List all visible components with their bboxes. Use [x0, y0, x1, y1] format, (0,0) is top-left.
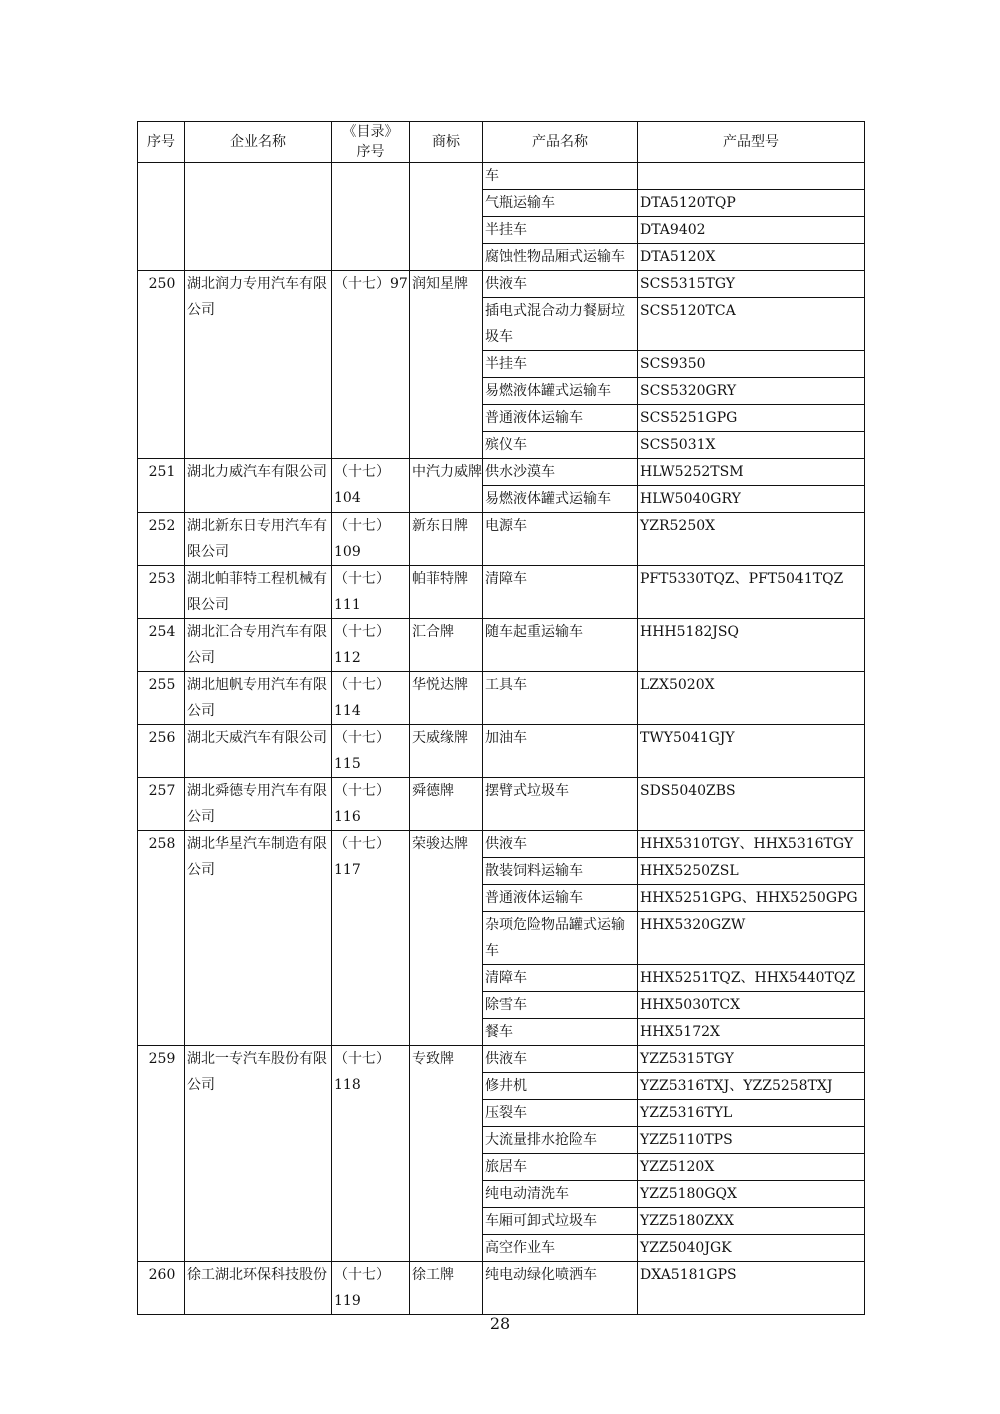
company-name: 湖北旭帆专用汽车有限公司: [185, 672, 332, 725]
catalog-no: （十七）97: [332, 271, 410, 459]
product-name: 杂项危险物品罐式运输车: [483, 912, 638, 965]
product-name: 修井机: [483, 1073, 638, 1100]
product-name: 清障车: [483, 965, 638, 992]
header-catalog-line2: 序号: [356, 144, 385, 160]
product-name: 供液车: [483, 831, 638, 858]
company-name: 湖北力威汽车有限公司: [185, 459, 332, 513]
entry-no: 251: [138, 459, 185, 513]
product-model: LZX5020X: [638, 672, 865, 725]
product-model: DXA5181GPS: [638, 1262, 865, 1315]
product-model: HHX5030TCX: [638, 992, 865, 1019]
product-name: 电源车: [483, 513, 638, 566]
product-model: SDS5040ZBS: [638, 778, 865, 831]
product-model: PFT5330TQZ、PFT5041TQZ: [638, 566, 865, 619]
entry-no: 257: [138, 778, 185, 831]
product-model: YZZ5040JGK: [638, 1235, 865, 1262]
product-model: HHX5250ZSL: [638, 858, 865, 885]
table-row: [138, 163, 865, 190]
product-name: 殡仪车: [483, 432, 638, 459]
product-name: 除雪车: [483, 992, 638, 1019]
header-no: 序号: [138, 122, 185, 163]
product-model: HHX5251GPG、HHX5250GPG: [638, 885, 865, 912]
product-name: 供液车: [483, 1046, 638, 1073]
product-name: 旅居车: [483, 1154, 638, 1181]
product-model: DTA5120X: [638, 244, 865, 271]
table-row: [138, 566, 865, 619]
table-row: [138, 271, 865, 298]
product-model: YZZ5315TGY: [638, 1046, 865, 1073]
product-model: YZZ5120X: [638, 1154, 865, 1181]
product-name: 车: [483, 163, 638, 190]
brand-name: 新东日牌: [410, 513, 483, 566]
product-model: SCS5031X: [638, 432, 865, 459]
product-name: 供水沙漠车: [483, 459, 638, 486]
entry-no: 259: [138, 1046, 185, 1262]
product-model: SCS5315TGY: [638, 271, 865, 298]
product-name: 散装饲料运输车: [483, 858, 638, 885]
catalog-no: （十七）117: [332, 831, 410, 1046]
product-name: 高空作业车: [483, 1235, 638, 1262]
product-model: YZZ5180GQX: [638, 1181, 865, 1208]
entry-no: 260: [138, 1262, 185, 1315]
table-row: [138, 1262, 865, 1315]
company-name: 湖北新东日专用汽车有限公司: [185, 513, 332, 566]
table-row: [138, 672, 865, 725]
company-name: 湖北润力专用汽车有限公司: [185, 271, 332, 459]
entry-no: 256: [138, 725, 185, 778]
header-brand: 商标: [410, 122, 483, 163]
product-model: SCS5120TCA: [638, 298, 865, 351]
product-name: 纯电动清洗车: [483, 1181, 638, 1208]
cont-brand-cell: [410, 163, 483, 271]
catalog-no: （十七）111: [332, 566, 410, 619]
product-model: TWY5041GJY: [638, 725, 865, 778]
product-name: 普通液体运输车: [483, 885, 638, 912]
product-name: 清障车: [483, 566, 638, 619]
product-name: 随车起重运输车: [483, 619, 638, 672]
brand-name: 徐工牌: [410, 1262, 483, 1315]
brand-name: 汇合牌: [410, 619, 483, 672]
company-name: 湖北华星汽车制造有限公司: [185, 831, 332, 1046]
header-model: 产品型号: [638, 122, 865, 163]
entry-no: 254: [138, 619, 185, 672]
entry-no: 250: [138, 271, 185, 459]
product-model: YZZ5316TYL: [638, 1100, 865, 1127]
catalog-no: （十七）116: [332, 778, 410, 831]
company-name: 湖北天威汽车有限公司: [185, 725, 332, 778]
product-name: 大流量排水抢险车: [483, 1127, 638, 1154]
company-name: 湖北一专汽车股份有限公司: [185, 1046, 332, 1262]
brand-name: 天威缘牌: [410, 725, 483, 778]
product-model: SCS5251GPG: [638, 405, 865, 432]
company-name: 徐工湖北环保科技股份: [185, 1262, 332, 1315]
product-name: 气瓶运输车: [483, 190, 638, 217]
entry-no: 252: [138, 513, 185, 566]
company-name: 湖北帕菲特工程机械有限公司: [185, 566, 332, 619]
cont-catalog-cell: [332, 163, 410, 271]
entry-no: 253: [138, 566, 185, 619]
company-name: 湖北汇合专用汽车有限公司: [185, 619, 332, 672]
table-row: [138, 778, 865, 831]
cont-no-cell: [138, 163, 185, 271]
product-name: 易燃液体罐式运输车: [483, 486, 638, 513]
product-model: SCS9350: [638, 351, 865, 378]
cont-company-cell: [185, 163, 332, 271]
product-name: 普通液体运输车: [483, 405, 638, 432]
company-name: 湖北舜德专用汽车有限公司: [185, 778, 332, 831]
product-model: YZZ5180ZXX: [638, 1208, 865, 1235]
product-model: YZZ5110TPS: [638, 1127, 865, 1154]
brand-name: 荣骏达牌: [410, 831, 483, 1046]
table-row: [138, 725, 865, 778]
catalog-no: （十七）109: [332, 513, 410, 566]
catalog-no: （十七）112: [332, 619, 410, 672]
table-row: [138, 513, 865, 566]
product-name: 半挂车: [483, 217, 638, 244]
product-model: HHH5182JSQ: [638, 619, 865, 672]
product-name: 餐车: [483, 1019, 638, 1046]
catalog-no: （十七）119: [332, 1262, 410, 1315]
header-catalog: [332, 122, 410, 163]
vehicle-catalog-table: [137, 121, 865, 1315]
product-name: 加油车: [483, 725, 638, 778]
product-model: DTA5120TQP: [638, 190, 865, 217]
brand-name: 润知星牌: [410, 271, 483, 459]
product-model: YZZ5316TXJ、YZZ5258TXJ: [638, 1073, 865, 1100]
table-row: [138, 1046, 865, 1073]
product-model: [638, 163, 865, 190]
brand-name: 华悦达牌: [410, 672, 483, 725]
product-name: 纯电动绿化喷洒车: [483, 1262, 638, 1315]
brand-name: 专致牌: [410, 1046, 483, 1262]
product-model: HLW5040GRY: [638, 486, 865, 513]
product-model: HLW5252TSM: [638, 459, 865, 486]
catalog-no: （十七）104: [332, 459, 410, 513]
product-model: HHX5320GZW: [638, 912, 865, 965]
brand-name: 中汽力威牌: [410, 459, 483, 513]
product-model: DTA9402: [638, 217, 865, 244]
product-name: 供液车: [483, 271, 638, 298]
product-name: 摆臂式垃圾车: [483, 778, 638, 831]
product-model: HHX5310TGY、HHX5316TGY: [638, 831, 865, 858]
product-name: 半挂车: [483, 351, 638, 378]
header-company: 企业名称: [185, 122, 332, 163]
product-name: 插电式混合动力餐厨垃圾车: [483, 298, 638, 351]
header-product: 产品名称: [483, 122, 638, 163]
entry-no: 258: [138, 831, 185, 1046]
table-row: [138, 619, 865, 672]
product-model: HHX5172X: [638, 1019, 865, 1046]
entry-no: 255: [138, 672, 185, 725]
brand-name: 帕菲特牌: [410, 566, 483, 619]
catalog-no: （十七）115: [332, 725, 410, 778]
brand-name: 舜德牌: [410, 778, 483, 831]
page-number: 28: [489, 1314, 511, 1333]
product-name: 工具车: [483, 672, 638, 725]
catalog-no: （十七）114: [332, 672, 410, 725]
product-name: 易燃液体罐式运输车: [483, 378, 638, 405]
table-row: [138, 459, 865, 486]
product-model: HHX5251TQZ、HHX5440TQZ: [638, 965, 865, 992]
product-model: YZR5250X: [638, 513, 865, 566]
table-header-row: [138, 122, 865, 163]
catalog-no: （十七）118: [332, 1046, 410, 1262]
header-catalog-line1: 《目录》: [342, 124, 399, 140]
product-name: 腐蚀性物品厢式运输车: [483, 244, 638, 271]
product-name: 车厢可卸式垃圾车: [483, 1208, 638, 1235]
product-model: SCS5320GRY: [638, 378, 865, 405]
table-row: [138, 831, 865, 858]
product-name: 压裂车: [483, 1100, 638, 1127]
